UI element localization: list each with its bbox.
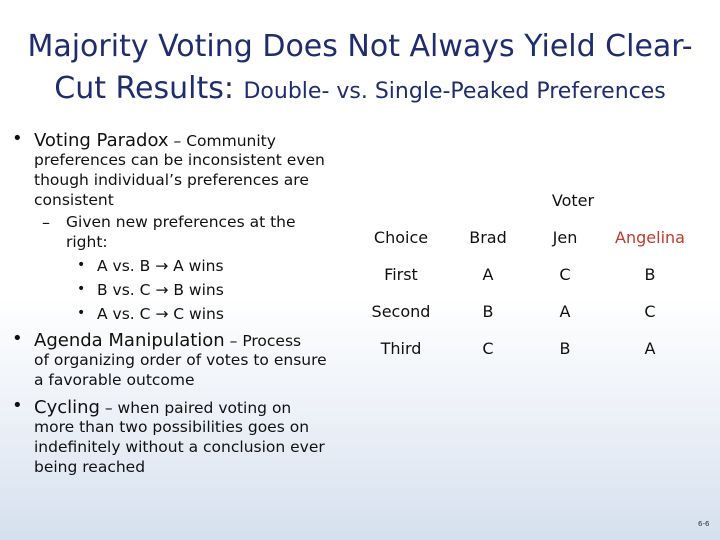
voting-paradox-desc-4: consistent bbox=[34, 191, 114, 209]
voting-paradox-desc-2: preferences can be inconsistent even bbox=[34, 151, 325, 169]
bullet-dot: • bbox=[77, 281, 86, 297]
page-number: 6-6 bbox=[698, 520, 710, 528]
cycling-desc-4: being reached bbox=[34, 458, 146, 476]
agenda-desc-1: – Process bbox=[224, 332, 302, 350]
cycling-desc-1: – when paired voting on bbox=[99, 399, 292, 417]
header-choice: Choice bbox=[373, 228, 429, 247]
agenda-desc-3: a favorable outcome bbox=[34, 371, 195, 389]
header-brad: Brad bbox=[469, 228, 507, 247]
cycling-term: Cycling bbox=[34, 397, 100, 418]
header-angelina: Angelina bbox=[615, 228, 685, 247]
title-line-2a: Cut Results: bbox=[54, 71, 244, 106]
bullet-dot: • bbox=[12, 128, 23, 149]
sub-bullet-line-2: right: bbox=[66, 233, 108, 251]
bullet-voting-paradox bbox=[34, 131, 276, 151]
sub-dash: – bbox=[42, 213, 50, 232]
bullet-agenda-manipulation bbox=[34, 331, 301, 351]
table-cell: A bbox=[559, 302, 571, 321]
agenda-term: Agenda Manipulation bbox=[34, 330, 225, 351]
bullet-dot: • bbox=[77, 305, 86, 321]
table-cell: A bbox=[644, 339, 656, 358]
table-voter-row bbox=[356, 182, 700, 219]
table-cell: B bbox=[559, 339, 571, 358]
table-cell: First bbox=[384, 265, 418, 284]
table-cell: Second bbox=[371, 302, 431, 321]
voter-header: Voter bbox=[551, 191, 595, 210]
title-line-1: Majority Voting Does Not Always Yield Clear- bbox=[27, 29, 693, 64]
voter-preferences-table bbox=[356, 182, 700, 367]
pair-result-1: A vs. B → A wins bbox=[97, 257, 224, 275]
table-cell: C bbox=[644, 302, 656, 321]
bullet-dot: • bbox=[77, 257, 86, 273]
voting-paradox-desc-1: – Community bbox=[168, 132, 276, 150]
pair-result-2: B vs. C → B wins bbox=[97, 281, 224, 299]
pair-result-3: A vs. C → C wins bbox=[97, 305, 224, 323]
voting-paradox-term: Voting Paradox bbox=[34, 130, 169, 151]
voting-paradox-desc-3: though individual’s preferences are bbox=[34, 171, 309, 189]
bullet-cycling bbox=[34, 398, 291, 418]
table-row bbox=[356, 330, 700, 367]
table-cell: A bbox=[482, 265, 494, 284]
table-cell: Third bbox=[380, 339, 422, 358]
agenda-desc-2: of organizing order of votes to ensure bbox=[34, 351, 327, 369]
table-row bbox=[356, 256, 700, 293]
header-jen: Jen bbox=[552, 228, 578, 247]
table-header-row bbox=[356, 219, 700, 256]
table-cell: C bbox=[482, 339, 494, 358]
table-cell: C bbox=[559, 265, 571, 284]
table-row bbox=[356, 293, 700, 330]
table-cell: B bbox=[482, 302, 494, 321]
cycling-desc-3: indefinitely without a conclusion ever bbox=[34, 438, 325, 456]
cycling-desc-2: more than two possibilities goes on bbox=[34, 418, 310, 436]
bullet-dot: • bbox=[12, 395, 23, 416]
title-line-2b: Double- vs. Single-Peaked Preferences bbox=[243, 79, 666, 104]
table-cell: B bbox=[644, 265, 656, 284]
sub-bullet-line-1: Given new preferences at the bbox=[66, 213, 296, 231]
bullet-dot: • bbox=[12, 328, 23, 349]
